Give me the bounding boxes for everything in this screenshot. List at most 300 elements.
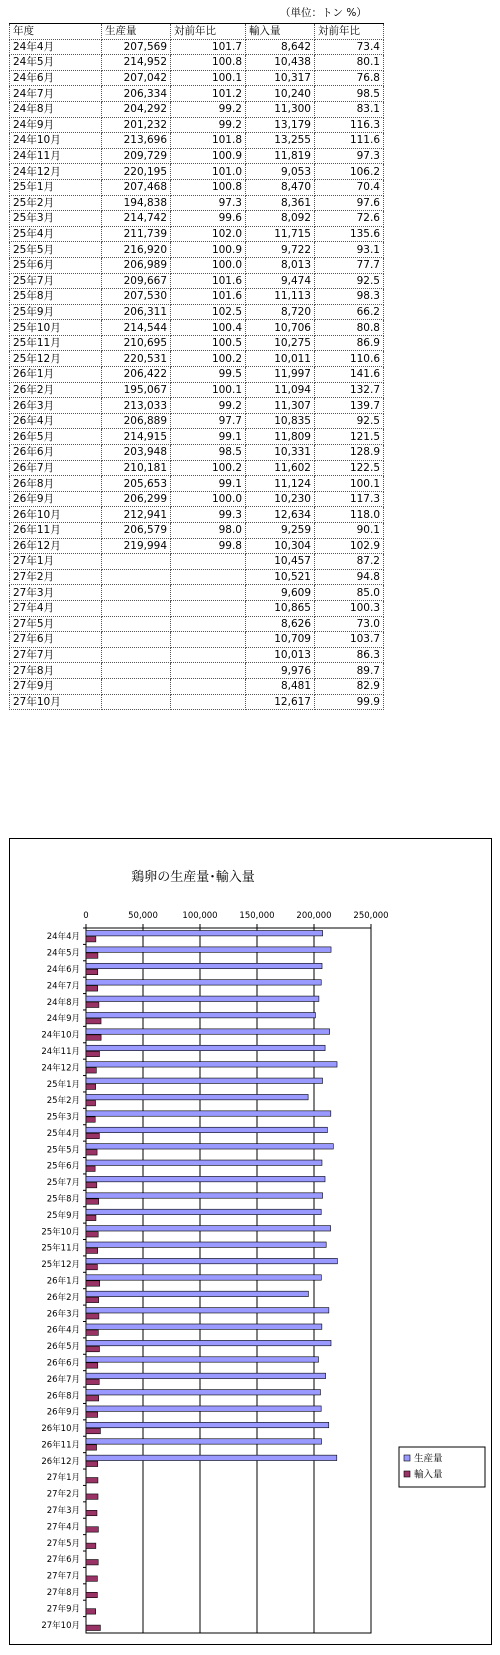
- cell-month: 25年5月: [10, 242, 102, 258]
- cell-production: 214,742: [102, 211, 171, 227]
- cell-production-yoy: 99.2: [171, 117, 246, 133]
- bar-production: [86, 1340, 331, 1345]
- cell-imports-yoy: 89.7: [315, 663, 384, 679]
- cell-production: 211,739: [102, 226, 171, 242]
- cell-production: [102, 569, 171, 585]
- bar-production: [86, 1373, 326, 1378]
- bar-imports: [86, 1215, 96, 1220]
- cell-production-yoy: 99.8: [171, 538, 246, 554]
- bar-chart: [10, 839, 491, 1644]
- cell-production: 203,948: [102, 445, 171, 461]
- y-category-label: 24年10月: [41, 1030, 80, 1041]
- cell-production-yoy: 100.0: [171, 257, 246, 273]
- cell-imports-yoy: 92.5: [315, 413, 384, 429]
- cell-imports: 8,481: [246, 678, 315, 694]
- cell-production: 207,530: [102, 289, 171, 305]
- cell-imports-yoy: 99.9: [315, 694, 384, 710]
- bar-production: [86, 1012, 315, 1017]
- cell-production: 206,989: [102, 257, 171, 273]
- cell-production: 212,941: [102, 507, 171, 523]
- table-row: [10, 289, 384, 305]
- table-row: [10, 538, 384, 554]
- cell-imports-yoy: 73.4: [315, 39, 384, 55]
- cell-production-yoy: 100.2: [171, 460, 246, 476]
- cell-imports: 8,361: [246, 195, 315, 211]
- y-category-label: 25年12月: [41, 1260, 80, 1271]
- table-row: [10, 445, 384, 461]
- table-row: [10, 569, 384, 585]
- cell-production: 207,468: [102, 179, 171, 195]
- cell-month: 25年3月: [10, 211, 102, 227]
- cell-imports-yoy: 66.2: [315, 304, 384, 320]
- y-category-label: 26年9月: [46, 1407, 80, 1418]
- cell-production-yoy: 100.8: [171, 179, 246, 195]
- cell-production-yoy: [171, 632, 246, 648]
- cell-imports: 10,331: [246, 445, 315, 461]
- cell-imports-yoy: 97.6: [315, 195, 384, 211]
- bar-imports: [86, 1100, 96, 1105]
- bar-imports: [86, 1494, 98, 1499]
- cell-production-yoy: 101.7: [171, 39, 246, 55]
- cell-imports-yoy: 85.0: [315, 585, 384, 601]
- cell-imports-yoy: 98.5: [315, 86, 384, 102]
- cell-imports: 11,809: [246, 429, 315, 445]
- cell-imports-yoy: 128.9: [315, 445, 384, 461]
- table-row: [10, 694, 384, 710]
- cell-production-yoy: 102.0: [171, 226, 246, 242]
- bar-production: [86, 1094, 308, 1099]
- y-category-label: 26年6月: [46, 1358, 80, 1369]
- cell-production-yoy: [171, 585, 246, 601]
- table-row: [10, 242, 384, 258]
- cell-imports-yoy: 102.9: [315, 538, 384, 554]
- cell-imports-yoy: 100.3: [315, 600, 384, 616]
- y-category-label: 24年7月: [46, 981, 80, 992]
- bar-imports: [86, 1248, 98, 1253]
- cell-imports-yoy: 116.3: [315, 117, 384, 133]
- y-category-label: 24年9月: [46, 1014, 80, 1025]
- cell-imports: 13,179: [246, 117, 315, 133]
- bar-imports: [86, 1330, 98, 1335]
- cell-production-yoy: 98.5: [171, 445, 246, 461]
- bar-imports: [86, 1396, 99, 1401]
- cell-month: 24年9月: [10, 117, 102, 133]
- table-row: [10, 117, 384, 133]
- cell-month: 26年4月: [10, 413, 102, 429]
- x-tick-label: 50,000: [128, 911, 158, 921]
- cell-imports: 10,457: [246, 554, 315, 570]
- cell-imports-yoy: 117.3: [315, 491, 384, 507]
- cell-imports-yoy: 87.2: [315, 554, 384, 570]
- header-imports: 輸入量: [246, 24, 315, 40]
- table-row: [10, 195, 384, 211]
- table-row: [10, 491, 384, 507]
- bar-imports: [86, 969, 98, 974]
- cell-month: 24年7月: [10, 86, 102, 102]
- cell-imports-yoy: 106.2: [315, 164, 384, 180]
- cell-production: 214,915: [102, 429, 171, 445]
- data-table: [9, 23, 384, 710]
- y-category-label: 25年9月: [46, 1210, 80, 1221]
- cell-month: 25年4月: [10, 226, 102, 242]
- cell-imports: 12,617: [246, 694, 315, 710]
- bar-imports: [86, 953, 98, 958]
- table-row: [10, 632, 384, 648]
- cell-production: [102, 647, 171, 663]
- y-category-label: 27年10月: [41, 1620, 80, 1631]
- bar-imports: [86, 1264, 97, 1269]
- table-row: [10, 413, 384, 429]
- cell-imports-yoy: 86.3: [315, 647, 384, 663]
- cell-imports: 12,634: [246, 507, 315, 523]
- cell-imports: 10,709: [246, 632, 315, 648]
- y-category-label: 24年5月: [46, 948, 80, 959]
- bar-production: [86, 1144, 333, 1149]
- cell-month: 27年4月: [10, 600, 102, 616]
- cell-imports: 10,230: [246, 491, 315, 507]
- bar-production: [86, 1275, 321, 1280]
- table-row: [10, 39, 384, 55]
- cell-month: 27年6月: [10, 632, 102, 648]
- header-production-yoy: 対前年比: [171, 24, 246, 40]
- cell-month: 26年8月: [10, 476, 102, 492]
- cell-production: 209,667: [102, 273, 171, 289]
- cell-production-yoy: [171, 616, 246, 632]
- y-category-label: 27年7月: [46, 1571, 80, 1582]
- cell-imports: 11,602: [246, 460, 315, 476]
- cell-production: [102, 663, 171, 679]
- header-imports-yoy: 対前年比: [315, 24, 384, 40]
- y-category-label: 25年11月: [41, 1243, 80, 1254]
- bar-production: [86, 1258, 337, 1263]
- table-row: [10, 382, 384, 398]
- unit-note: （単位：トン %）: [280, 7, 367, 19]
- bar-imports: [86, 1510, 97, 1515]
- cell-imports-yoy: 122.5: [315, 460, 384, 476]
- table-row: [10, 226, 384, 242]
- y-category-label: 26年1月: [46, 1276, 80, 1287]
- bar-production: [86, 1045, 325, 1050]
- bar-production: [86, 996, 319, 1001]
- y-category-label: 25年7月: [46, 1178, 80, 1189]
- cell-imports: 9,976: [246, 663, 315, 679]
- cell-imports-yoy: 135.6: [315, 226, 384, 242]
- bar-production: [86, 1209, 321, 1214]
- y-category-label: 24年8月: [46, 997, 80, 1008]
- cell-month: 26年12月: [10, 538, 102, 554]
- cell-imports: 10,011: [246, 351, 315, 367]
- bar-production: [86, 1324, 322, 1329]
- cell-imports-yoy: 93.1: [315, 242, 384, 258]
- cell-production-yoy: [171, 694, 246, 710]
- cell-production: 206,299: [102, 491, 171, 507]
- cell-imports-yoy: 80.1: [315, 55, 384, 71]
- bar-imports: [86, 1150, 97, 1155]
- table-row: [10, 320, 384, 336]
- cell-production-yoy: [171, 569, 246, 585]
- cell-month: 25年7月: [10, 273, 102, 289]
- cell-month: 27年7月: [10, 647, 102, 663]
- cell-imports: 10,521: [246, 569, 315, 585]
- y-category-label: 25年5月: [46, 1145, 80, 1156]
- cell-month: 25年10月: [10, 320, 102, 336]
- cell-imports-yoy: 86.9: [315, 335, 384, 351]
- cell-production: 201,232: [102, 117, 171, 133]
- cell-production: 205,653: [102, 476, 171, 492]
- cell-imports: 11,307: [246, 398, 315, 414]
- bar-imports: [86, 1543, 96, 1548]
- bar-imports: [86, 1412, 98, 1417]
- cell-production: 206,579: [102, 523, 171, 539]
- bar-imports: [86, 1314, 99, 1319]
- cell-imports-yoy: 77.7: [315, 257, 384, 273]
- bar-production: [86, 1176, 325, 1181]
- bar-imports: [86, 1379, 99, 1384]
- cell-production: [102, 616, 171, 632]
- y-category-label: 24年11月: [41, 1046, 80, 1057]
- cell-imports-yoy: 141.6: [315, 367, 384, 383]
- cell-imports-yoy: 72.6: [315, 211, 384, 227]
- bar-imports: [86, 1609, 96, 1614]
- table-row: [10, 554, 384, 570]
- y-category-label: 26年3月: [46, 1309, 80, 1320]
- cell-imports-yoy: 90.1: [315, 523, 384, 539]
- bar-imports: [86, 1133, 99, 1138]
- bar-imports: [86, 1428, 100, 1433]
- cell-production: 216,920: [102, 242, 171, 258]
- cell-imports: 11,997: [246, 367, 315, 383]
- cell-imports: 9,722: [246, 242, 315, 258]
- bar-imports: [86, 1346, 99, 1351]
- bar-production: [86, 1390, 320, 1395]
- table-header-row: [10, 24, 384, 40]
- bar-imports: [86, 1117, 95, 1122]
- table-row: [10, 101, 384, 117]
- cell-production-yoy: [171, 554, 246, 570]
- bar-imports: [86, 1182, 97, 1187]
- table-row: [10, 616, 384, 632]
- cell-imports: 10,865: [246, 600, 315, 616]
- cell-month: 25年8月: [10, 289, 102, 305]
- legend-swatch: [404, 1471, 410, 1477]
- table-row: [10, 476, 384, 492]
- y-category-label: 27年1月: [46, 1473, 80, 1484]
- y-category-label: 26年7月: [46, 1374, 80, 1385]
- cell-production: [102, 632, 171, 648]
- cell-production: 220,195: [102, 164, 171, 180]
- bar-imports: [86, 936, 96, 941]
- cell-month: 27年8月: [10, 663, 102, 679]
- cell-production: 195,067: [102, 382, 171, 398]
- bar-imports: [86, 1068, 96, 1073]
- cell-month: 24年10月: [10, 133, 102, 149]
- cell-month: 25年11月: [10, 335, 102, 351]
- bar-imports: [86, 1232, 98, 1237]
- bar-production: [86, 1160, 322, 1165]
- cell-production-yoy: 97.7: [171, 413, 246, 429]
- cell-production-yoy: 99.2: [171, 101, 246, 117]
- cell-production: 194,838: [102, 195, 171, 211]
- cell-imports-yoy: 121.5: [315, 429, 384, 445]
- cell-production: 220,531: [102, 351, 171, 367]
- cell-imports: 8,013: [246, 257, 315, 273]
- cell-imports: 10,304: [246, 538, 315, 554]
- cell-imports-yoy: 111.6: [315, 133, 384, 149]
- cell-month: 26年7月: [10, 460, 102, 476]
- table-row: [10, 148, 384, 164]
- cell-imports: 9,259: [246, 523, 315, 539]
- cell-imports-yoy: 100.1: [315, 476, 384, 492]
- cell-production: 213,696: [102, 133, 171, 149]
- cell-imports: 8,720: [246, 304, 315, 320]
- table-row: [10, 678, 384, 694]
- y-category-label: 26年8月: [46, 1391, 80, 1402]
- cell-imports: 10,013: [246, 647, 315, 663]
- cell-imports: 8,626: [246, 616, 315, 632]
- y-category-label: 27年5月: [46, 1538, 80, 1549]
- cell-month: 25年2月: [10, 195, 102, 211]
- cell-imports-yoy: 80.8: [315, 320, 384, 336]
- y-category-label: 27年2月: [46, 1489, 80, 1500]
- legend-label: 生産量: [414, 1453, 443, 1465]
- cell-imports: 10,706: [246, 320, 315, 336]
- table-row: [10, 86, 384, 102]
- cell-production-yoy: 100.8: [171, 55, 246, 71]
- bar-imports: [86, 1166, 95, 1171]
- cell-production: 214,544: [102, 320, 171, 336]
- cell-month: 25年12月: [10, 351, 102, 367]
- cell-month: 24年6月: [10, 70, 102, 86]
- cell-production-yoy: 101.6: [171, 273, 246, 289]
- cell-imports-yoy: 139.7: [315, 398, 384, 414]
- bar-imports: [86, 1461, 98, 1466]
- bar-imports: [86, 1281, 100, 1286]
- cell-production-yoy: 100.4: [171, 320, 246, 336]
- bar-imports: [86, 1035, 101, 1040]
- table-row: [10, 367, 384, 383]
- cell-imports-yoy: 94.8: [315, 569, 384, 585]
- y-category-label: 27年4月: [46, 1522, 80, 1533]
- cell-production-yoy: 100.0: [171, 491, 246, 507]
- cell-production-yoy: 97.3: [171, 195, 246, 211]
- cell-month: 25年6月: [10, 257, 102, 273]
- cell-month: 27年9月: [10, 678, 102, 694]
- bar-production: [86, 1455, 337, 1460]
- cell-imports: 11,094: [246, 382, 315, 398]
- cell-month: 26年2月: [10, 382, 102, 398]
- table-row: [10, 663, 384, 679]
- bar-production: [86, 1439, 322, 1444]
- cell-imports-yoy: 118.0: [315, 507, 384, 523]
- bar-production: [86, 1029, 330, 1034]
- x-tick-label: 250,000: [353, 911, 389, 921]
- cell-production: 213,033: [102, 398, 171, 414]
- legend-swatch: [404, 1455, 410, 1461]
- cell-imports: 8,470: [246, 179, 315, 195]
- cell-imports-yoy: 110.6: [315, 351, 384, 367]
- cell-production: [102, 600, 171, 616]
- cell-imports-yoy: 76.8: [315, 70, 384, 86]
- cell-production: 210,695: [102, 335, 171, 351]
- cell-imports: 11,300: [246, 101, 315, 117]
- y-category-label: 26年5月: [46, 1342, 80, 1353]
- table-row: [10, 507, 384, 523]
- bar-imports: [86, 986, 98, 991]
- cell-production-yoy: [171, 600, 246, 616]
- cell-production-yoy: 101.2: [171, 86, 246, 102]
- table-row: [10, 70, 384, 86]
- cell-production: 219,994: [102, 538, 171, 554]
- table-row: [10, 273, 384, 289]
- cell-imports: 9,609: [246, 585, 315, 601]
- cell-month: 24年8月: [10, 101, 102, 117]
- table-row: [10, 257, 384, 273]
- cell-production-yoy: 100.2: [171, 351, 246, 367]
- cell-imports: 10,317: [246, 70, 315, 86]
- bar-production: [86, 1242, 326, 1247]
- cell-production-yoy: 99.6: [171, 211, 246, 227]
- y-category-label: 26年12月: [41, 1456, 80, 1467]
- bar-production: [86, 980, 321, 985]
- bar-production: [86, 1406, 321, 1411]
- header-production: 生産量: [102, 24, 171, 40]
- bar-imports: [86, 1018, 101, 1023]
- cell-month: 24年12月: [10, 164, 102, 180]
- cell-production: 210,181: [102, 460, 171, 476]
- cell-imports: 13,255: [246, 133, 315, 149]
- cell-production: 214,952: [102, 55, 171, 71]
- cell-imports-yoy: 82.9: [315, 678, 384, 694]
- cell-production: [102, 585, 171, 601]
- cell-month: 24年4月: [10, 39, 102, 55]
- y-category-label: 25年1月: [46, 1079, 80, 1090]
- cell-imports: 10,275: [246, 335, 315, 351]
- y-category-label: 26年10月: [41, 1424, 80, 1435]
- cell-production-yoy: 99.1: [171, 429, 246, 445]
- cell-production-yoy: 99.3: [171, 507, 246, 523]
- cell-month: 24年5月: [10, 55, 102, 71]
- bar-imports: [86, 1560, 98, 1565]
- y-category-label: 25年3月: [46, 1112, 80, 1123]
- cell-production: 206,334: [102, 86, 171, 102]
- cell-production: [102, 678, 171, 694]
- y-category-label: 25年2月: [46, 1096, 80, 1107]
- cell-production: [102, 554, 171, 570]
- bar-production: [86, 1193, 323, 1198]
- cell-production: 207,042: [102, 70, 171, 86]
- cell-imports-yoy: 97.3: [315, 148, 384, 164]
- bar-imports: [86, 1002, 99, 1007]
- bar-production: [86, 1226, 331, 1231]
- table-row: [10, 351, 384, 367]
- cell-imports: 11,124: [246, 476, 315, 492]
- header-month: 年度: [10, 24, 102, 40]
- cell-production-yoy: 101.6: [171, 289, 246, 305]
- cell-production-yoy: [171, 647, 246, 663]
- table-row: [10, 55, 384, 71]
- table-row: [10, 211, 384, 227]
- y-category-label: 24年12月: [41, 1063, 80, 1074]
- bar-imports: [86, 1478, 98, 1483]
- cell-production-yoy: 99.5: [171, 367, 246, 383]
- cell-month: 27年1月: [10, 554, 102, 570]
- bar-imports: [86, 1051, 99, 1056]
- bar-imports: [86, 1625, 100, 1630]
- cell-month: 26年1月: [10, 367, 102, 383]
- y-category-label: 25年4月: [46, 1128, 80, 1139]
- y-category-label: 26年4月: [46, 1325, 80, 1336]
- bar-production: [86, 1127, 327, 1132]
